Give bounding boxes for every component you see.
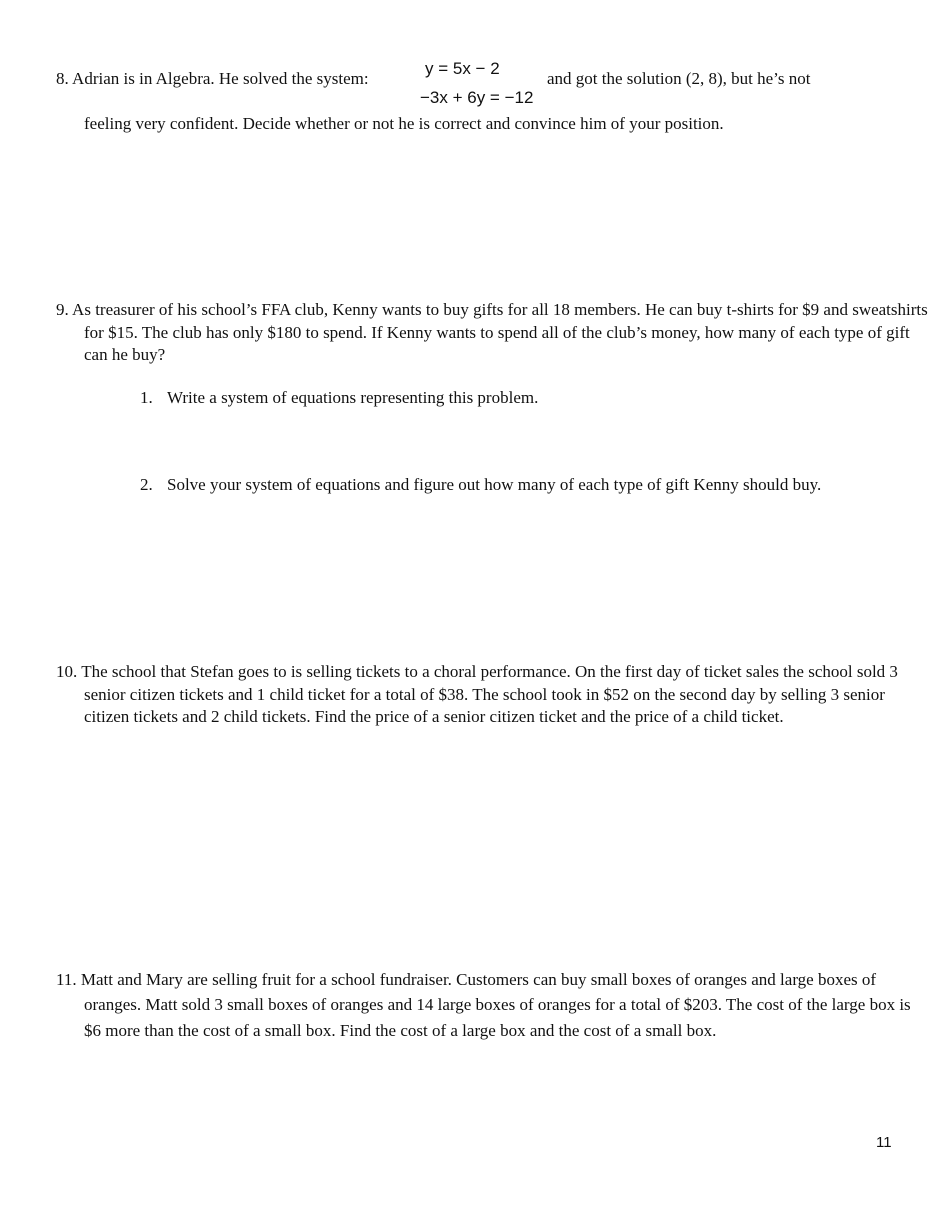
question-8-lead: 8. Adrian is in Algebra. He solved the system: bbox=[56, 69, 369, 88]
part-number: 1. bbox=[140, 388, 153, 407]
part-text: Write a system of equations representing this problem. bbox=[167, 388, 539, 407]
question-11: 11. Matt and Mary are selling fruit for a school fundraiser. Customers can buy small boxes of oranges and large boxes of oranges. Matt sold 3 small boxes of oranges and 14 large boxes of oranges for a total of $203. The cost of the large box is $6 more than the cost of a small box. Find the cost of a large box and the cost of a small box. bbox=[56, 970, 911, 1040]
equation-1: y = 5x − 2 bbox=[425, 59, 500, 78]
equation-2: −3x + 6y = −12 bbox=[420, 88, 534, 107]
part-text: Solve your system of equations and figure out how many of each type of gift Kenny should buy. bbox=[167, 475, 822, 494]
equation-system bbox=[420, 54, 533, 112]
part-number: 2. bbox=[140, 475, 153, 494]
question-9-part-1 bbox=[140, 387, 885, 409]
question-9: 9. As treasurer of his school’s FFA club, Kenny wants to buy gifts for all 18 members. He can buy t-shirts for $9 and sweatshirts for $15. The club has only $180 to spend. If Kenny wants to spend all of the club’s money, how many of each type of gift can he buy? bbox=[56, 300, 928, 364]
question-9-part-2 bbox=[140, 474, 885, 496]
page-number: 11 bbox=[876, 1134, 892, 1151]
question-8-line2: feeling very confident. Decide whether or not he is correct and convince him of your position. bbox=[84, 114, 724, 133]
question-10: 10. The school that Stefan goes to is selling tickets to a choral performance. On the first day of ticket sales the school sold 3 senior citizen tickets and 1 child ticket for a total of $38. The school took in $52 on the second day by selling 3 senior citizen tickets and 2 child tickets. Find the price of a senior citizen ticket and the price of a child ticket. bbox=[56, 662, 898, 726]
question-8-after: and got the solution (2, 8), but he’s not bbox=[547, 69, 811, 88]
